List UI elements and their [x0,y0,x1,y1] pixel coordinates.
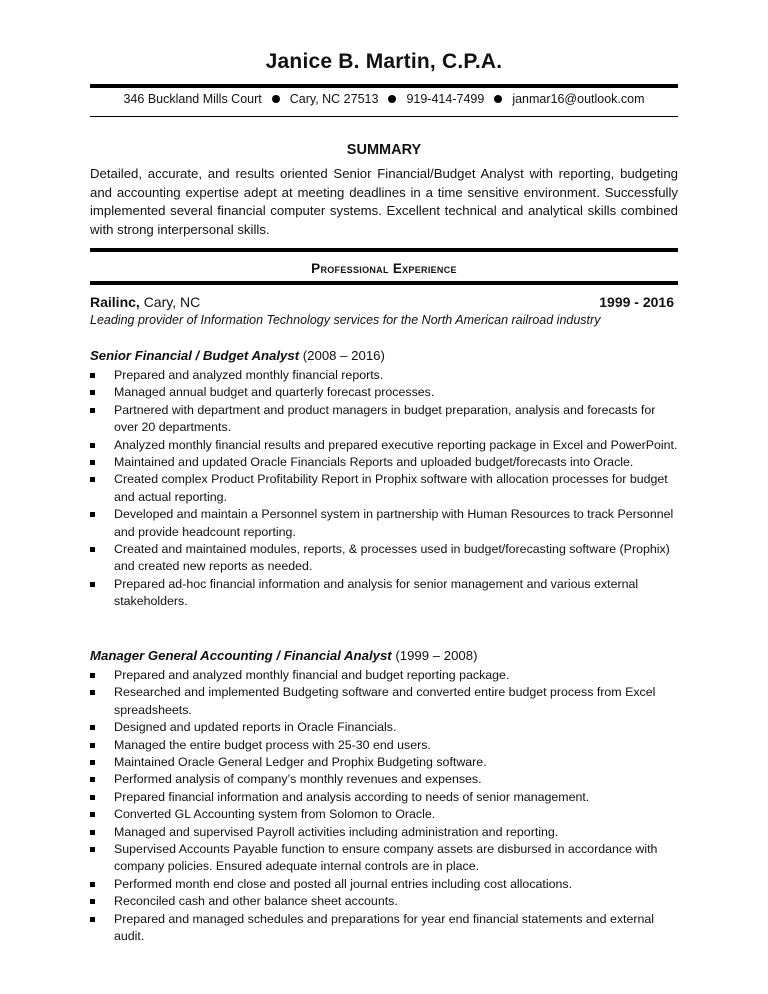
address: 346 Buckland Mills Court [123,92,262,106]
bullet-text: Prepared and analyzed monthly financial and budget reporting package. [114,668,510,682]
bullet-item [90,789,678,806]
email-link[interactable]: janmar16@outlook.com [512,92,645,106]
bullet-item [90,384,678,401]
square-bullet-icon [90,582,95,587]
square-bullet-icon [90,390,95,395]
bullet-item [90,911,678,946]
bullet-item [90,806,678,823]
bullet-text: Partnered with department and product managers in budget preparation, analysis and forecasts for over 20 departments. [114,402,656,435]
bullet-item [90,893,678,910]
bullet-text: Designed and updated reports in Oracle Financials. [114,720,397,735]
square-bullet-icon [90,512,95,517]
bullet-text: Prepared financial information and analysis according to needs of senior management. [114,789,590,804]
bullet-dot-icon [388,95,396,103]
experience-heading: Professional Experience [311,261,457,276]
square-bullet-icon [90,760,95,765]
city: Cary, NC 27513 [289,92,379,106]
bullet-dot-icon [494,95,502,103]
square-bullet-icon [90,795,95,800]
bullet-item [90,824,678,841]
bullet-text: Managed the entire budget process with 25-30 end users. [114,737,431,752]
square-bullet-icon [90,460,95,465]
job-title-text: Manager General Accounting / Financial Analyst [90,648,392,663]
job-1-bullet-list [90,367,678,611]
bullet-item [90,876,678,893]
company-name: Railinc, [90,294,140,310]
bullet-text: Created complex Product Profitability Report in Prophix software with allocation processes for budget and actual reporting. [114,472,668,504]
square-bullet-icon [90,373,95,378]
bullet-item [90,367,678,384]
job-2-bullet-list [90,667,678,946]
bullet-item [90,667,678,684]
bullet-text: Developed and maintain a Personnel system in partnership with Human Resources to track Personnel and provide headcount reporting. [114,507,674,539]
bullet-item [90,719,678,736]
bullet-text: Performed analysis of company’s monthly revenues and expenses. [114,772,482,787]
summary-heading: SUMMARY [346,142,422,158]
square-bullet-icon [90,743,95,748]
bullet-item [90,402,678,437]
bullet-item [90,454,678,471]
bullet-item [90,841,678,876]
square-bullet-icon [90,408,95,413]
bullet-text: Prepared and managed schedules and preparations for year end financial statements and external audit. [114,911,655,944]
company-description: Leading provider of Information Technology services for the North American railroad industry [90,313,601,327]
section-top-rule [90,248,678,252]
square-bullet-icon [90,443,95,448]
contact-line [90,92,678,106]
job-title-2 [90,648,477,663]
bullet-text: Created and maintained modules, reports, & processes used in budget/forecasting software (Prophix) and created new reports as needed. [114,542,670,574]
square-bullet-icon [90,847,95,852]
square-bullet-icon [90,690,95,695]
bullet-item [90,737,678,754]
square-bullet-icon [90,899,95,904]
bullet-text: Prepared ad-hoc financial information and analysis for senior management and various external stakeholders. [114,576,639,609]
bullet-item [90,684,678,719]
section-bottom-rule [90,281,678,285]
bullet-item [90,471,678,506]
bullet-text: Converted GL Accounting system from Solomon to Oracle. [114,807,436,822]
job-period: (1999 – 2008) [395,648,478,663]
bullet-item [90,771,678,788]
summary-text: Detailed, accurate, and results oriented Senior Financial/Budget Analyst with reporting, budgeting and accounting expertise adept at meeting deadlines in a time sensitive environment. Successfully implemented several financial computer systems. Excellent technical and analytical skills combined with strong interpersonal skills. [90,166,678,237]
bullet-text: Prepared and analyzed monthly financial reports. [114,368,384,382]
square-bullet-icon [90,477,95,482]
bullet-text: Managed annual budget and quarterly forecast processes. [114,385,435,400]
square-bullet-icon [90,673,95,678]
bullet-item [90,576,678,611]
square-bullet-icon [90,812,95,817]
square-bullet-icon [90,917,95,922]
square-bullet-icon [90,777,95,782]
job-title-text: Senior Financial / Budget Analyst [90,348,300,363]
bullet-dot-icon [272,95,280,103]
square-bullet-icon [90,725,95,730]
phone: 919-414-7499 [406,92,485,106]
bullet-text: Performed month end close and posted all journal entries including cost allocations. [114,876,573,891]
company-location: Cary, NC [143,294,201,310]
header-top-rule [90,84,678,88]
bullet-text: Supervised Accounts Payable function to ensure company assets are disbursed in accordance with company policies. Ensured adequate internal controls are in place. [114,842,658,874]
bullet-text: Researched and implemented Budgeting software and converted entire budget process from Excel spreadsheets. [114,685,656,717]
candidate-name: Janice B. Martin, C.P.A. [265,50,503,73]
bullet-item [90,506,678,541]
bullet-item [90,541,678,576]
bullet-text: Analyzed monthly financial results and prepared executive reporting package in Excel and PowerPoint. [114,437,678,452]
square-bullet-icon [90,547,95,552]
bullet-text: Reconciled cash and other balance sheet accounts. [114,894,398,909]
bullet-text: Maintained Oracle General Ledger and Prophix Budgeting software. [114,755,487,770]
header-bottom-rule [90,116,678,117]
job-title-1 [90,348,385,363]
bullet-item [90,437,678,454]
square-bullet-icon [90,882,95,887]
company-dates: 1999 - 2016 [599,294,674,310]
square-bullet-icon [90,830,95,835]
company-line [90,294,678,310]
bullet-text: Managed and supervised Payroll activities including administration and reporting. [114,824,559,839]
bullet-text: Maintained and updated Oracle Financials Reports and uploaded budget/forecasts into Oracle. [114,455,634,470]
bullet-item [90,754,678,771]
job-period: (2008 – 2016) [302,348,385,363]
